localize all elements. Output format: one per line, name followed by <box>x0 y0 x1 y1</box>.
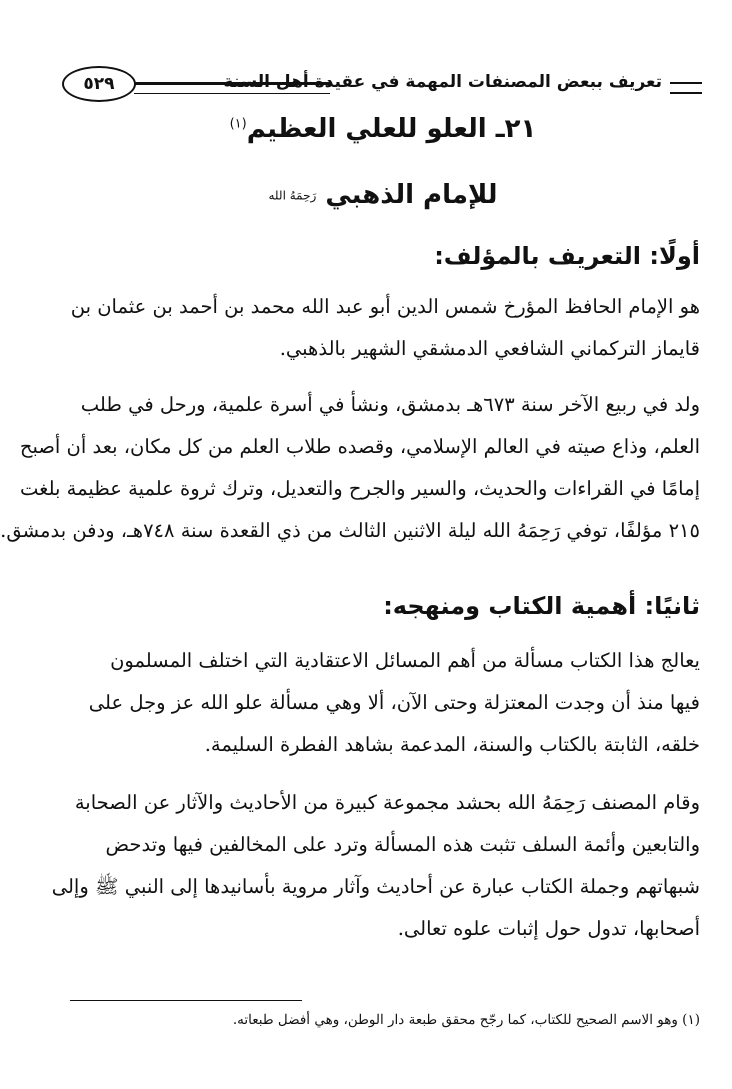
paragraph-line: خلقه، الثابتة بالكتاب والسنة، المدعمة بشاهد الفطرة السليمة. <box>204 733 700 756</box>
running-header <box>62 62 702 102</box>
paragraph-line: قايماز التركماني الشافعي الدمشقي الشهير بالذهبي. <box>279 337 700 360</box>
paragraph-line: ولد في ربيع الآخر سنة ٦٧٣هـ بدمشق، ونشأ في أسرة علمية، ورحل في طلب <box>80 393 700 416</box>
paragraph-line: شبهاتهم وجملة الكتاب عبارة عن أحاديث وآثار مروية بأسانيدها إلى النبي ﷺ وإلى <box>51 875 700 898</box>
section-heading-lead: أولًا <box>658 242 700 270</box>
paragraph-line: العلم، وذاع صيته في العالم الإسلامي، وقصده طلاب العلم من كل مكان، بعد أن أصبح <box>19 435 700 458</box>
paragraph-line: والتابعين وأئمة السلف تثبت هذه المسألة وترد على المخالفين فيها وتدحض <box>105 833 700 856</box>
page-number: ٥٢٩ <box>62 66 136 102</box>
footnote: (١) وهو الاسم الصحيح للكتاب، كما رجّح محقق طبعة دار الوطن، وهي أفضل طبعاته. <box>232 1012 700 1028</box>
paragraph-line: وقام المصنف رَحِمَهُ الله بحشد مجموعة كبيرة من الأحاديث والآثار عن الصحابة <box>74 791 700 814</box>
honorific: رَحِمَهُ الله <box>268 188 317 203</box>
header-rule <box>134 82 330 94</box>
paragraph-line: ٢١٥ مؤلفًا، توفي رَحِمَهُ الله ليلة الاثنين الثالث من ذي القعدة سنة ٧٤٨هـ، ودفن بدمشق. <box>0 519 700 542</box>
paragraph <box>70 286 700 370</box>
paragraph-line: إمامًا في القراءات والحديث، والسير والجرح والتعديل، وترك ثروة علمية عظيمة بلغت <box>20 477 700 500</box>
section-heading-book <box>383 592 700 620</box>
running-title: تعريف ببعض المصنفات المهمة في عقيدة أهل السنة <box>223 72 662 92</box>
paragraph <box>0 384 700 552</box>
footnote-ref: (١) <box>229 116 247 132</box>
section-heading-rest: : أهمية الكتاب ومنهجه: <box>383 592 655 620</box>
paragraph <box>51 782 700 950</box>
chapter-title-text: ٢١ـ العلو للعلي العظيم <box>246 114 537 144</box>
section-heading-lead: ثانيًا <box>654 592 700 620</box>
paragraph-line: فيها منذ أن وجدت المعتزلة وحتى الآن، ألا وهي مسألة علو الله عز وجل على <box>88 691 700 714</box>
footnote-divider <box>70 1000 302 1001</box>
paragraph <box>70 640 700 766</box>
author-line <box>34 180 732 210</box>
author-name: للإمام الذهبي <box>325 180 498 210</box>
chapter-title <box>34 114 732 144</box>
section-heading-author <box>434 242 700 270</box>
section-heading-rest: : التعريف بالمؤلف: <box>434 242 659 270</box>
header-ornament <box>670 82 702 94</box>
paragraph-line: يعالج هذا الكتاب مسألة من أهم المسائل الاعتقادية التي اختلف المسلمون <box>110 649 700 672</box>
paragraph-line: أصحابها، تدول حول إثبات علوه تعالى. <box>397 917 700 940</box>
paragraph-line: هو الإمام الحافظ المؤرخ شمس الدين أبو عبد الله محمد بن أحمد بن عثمان بن <box>70 295 700 318</box>
